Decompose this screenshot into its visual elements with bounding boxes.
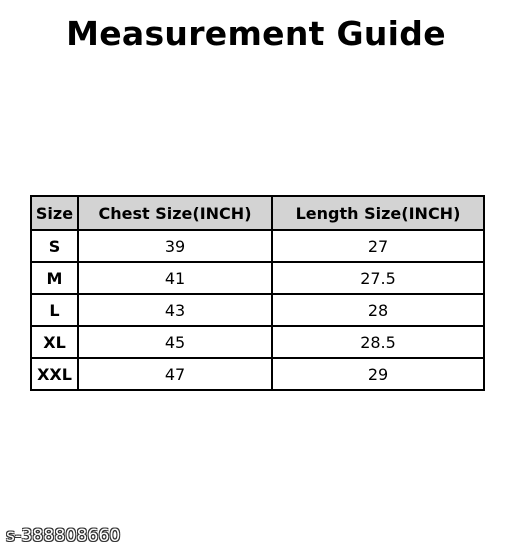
chest-cell: 41 bbox=[78, 262, 272, 294]
table-row bbox=[31, 326, 484, 358]
size-cell: XL bbox=[31, 326, 78, 358]
header-size: Size bbox=[31, 196, 78, 230]
table-header-row bbox=[31, 196, 484, 230]
table-row bbox=[31, 294, 484, 326]
chest-cell: 39 bbox=[78, 230, 272, 262]
chest-cell: 47 bbox=[78, 358, 272, 390]
table-row bbox=[31, 230, 484, 262]
chest-cell: 45 bbox=[78, 326, 272, 358]
watermark-text: s-388808660 bbox=[6, 526, 121, 546]
table-row bbox=[31, 358, 484, 390]
page-title: Measurement Guide bbox=[66, 14, 446, 53]
table-row bbox=[31, 262, 484, 294]
length-cell: 27.5 bbox=[272, 262, 484, 294]
chest-cell: 43 bbox=[78, 294, 272, 326]
length-cell: 29 bbox=[272, 358, 484, 390]
size-chart-table bbox=[30, 195, 485, 391]
header-chest-size: Chest Size(INCH) bbox=[78, 196, 272, 230]
size-cell: S bbox=[31, 230, 78, 262]
length-cell: 28.5 bbox=[272, 326, 484, 358]
size-cell: XXL bbox=[31, 358, 78, 390]
length-cell: 27 bbox=[272, 230, 484, 262]
header-length-size: Length Size(INCH) bbox=[272, 196, 484, 230]
size-cell: L bbox=[31, 294, 78, 326]
size-cell: M bbox=[31, 262, 78, 294]
length-cell: 28 bbox=[272, 294, 484, 326]
